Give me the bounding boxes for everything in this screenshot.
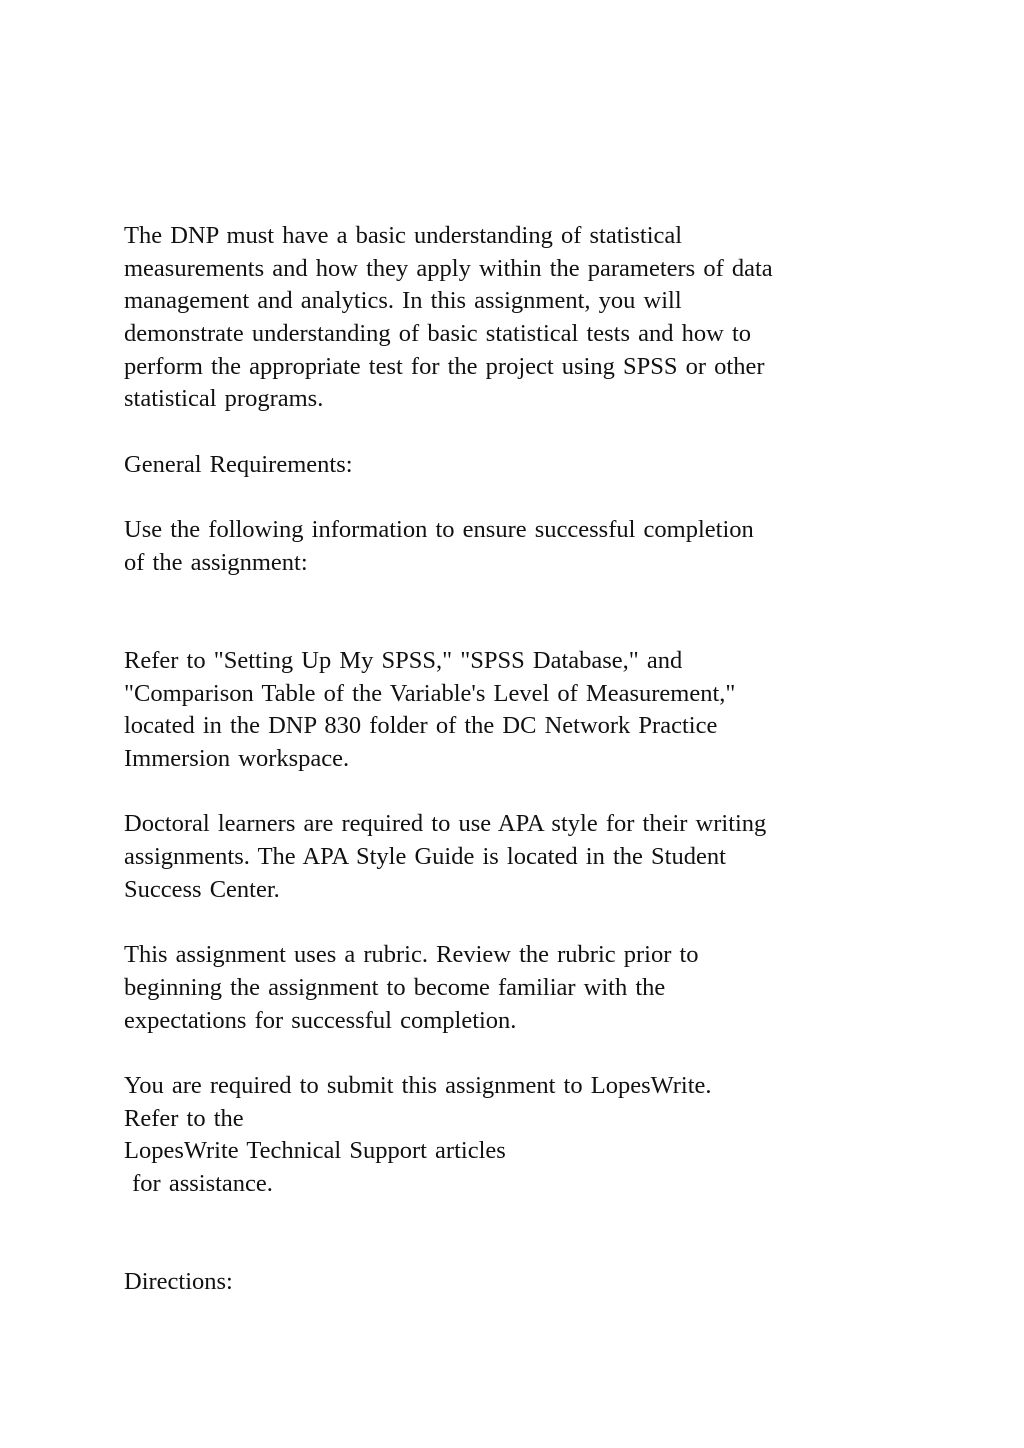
text-line: Success Center. [124, 875, 280, 903]
text-line: Refer to "Setting Up My SPSS," "SPSS Database," and [124, 646, 683, 674]
paragraph-spacer [124, 1037, 924, 1070]
paragraph-spacer [124, 416, 924, 449]
text-line: expectations for successful completion. [124, 1006, 517, 1034]
text-line: You are required to submit this assignment to LopesWrite. [124, 1071, 712, 1099]
text-line: measurements and how they apply within the parameters of data [124, 254, 773, 282]
use-following-paragraph [124, 514, 924, 579]
text-line: demonstrate understanding of basic statistical tests and how to [124, 320, 752, 348]
paragraph-spacer [124, 1201, 924, 1234]
text-line: This assignment uses a rubric. Review the rubric prior to [124, 941, 699, 969]
lopeswrite-paragraph [124, 1070, 924, 1201]
text-line: "Comparison Table of the Variable's Level of Measurement," [124, 679, 736, 707]
general-requirements-heading: General Requirements: [124, 450, 353, 478]
text-line: The DNP must have a basic understanding of statistical [124, 222, 683, 249]
text-line: of the assignment: [124, 548, 308, 576]
paragraph-spacer [124, 776, 924, 809]
apa-paragraph [124, 808, 924, 906]
text-line: Use the following information to ensure successful completion [124, 516, 754, 544]
paragraph-spacer [124, 906, 924, 939]
text-line: Refer to the [124, 1104, 244, 1132]
text-line: perform the appropriate test for the project using SPSS or other [124, 352, 765, 380]
paragraph-spacer [124, 1233, 924, 1266]
text-line: located in the DNP 830 folder of the DC Network Practice [124, 712, 718, 740]
text-line: management and analytics. In this assignment, you will [124, 287, 682, 315]
text-line: for assistance. [124, 1169, 273, 1197]
rubric-paragraph [124, 939, 924, 1037]
directions-heading: Directions: [124, 1268, 233, 1295]
refer-to-paragraph [124, 645, 924, 776]
intro-paragraph [124, 220, 924, 416]
lopeswrite-support-link-text: LopesWrite Technical Support articles [124, 1137, 506, 1165]
text-line: beginning the assignment to become familiar with the [124, 973, 666, 1001]
paragraph-spacer [124, 482, 924, 515]
document-body [124, 220, 924, 1299]
text-line: Immersion workspace. [124, 745, 350, 772]
text-line: statistical programs. [124, 385, 324, 413]
text-line: assignments. The APA Style Guide is located in the Student [124, 843, 726, 871]
paragraph-spacer [124, 612, 924, 645]
paragraph-spacer [124, 580, 924, 613]
text-line: Doctoral learners are required to use APA style for their writing [124, 810, 767, 838]
